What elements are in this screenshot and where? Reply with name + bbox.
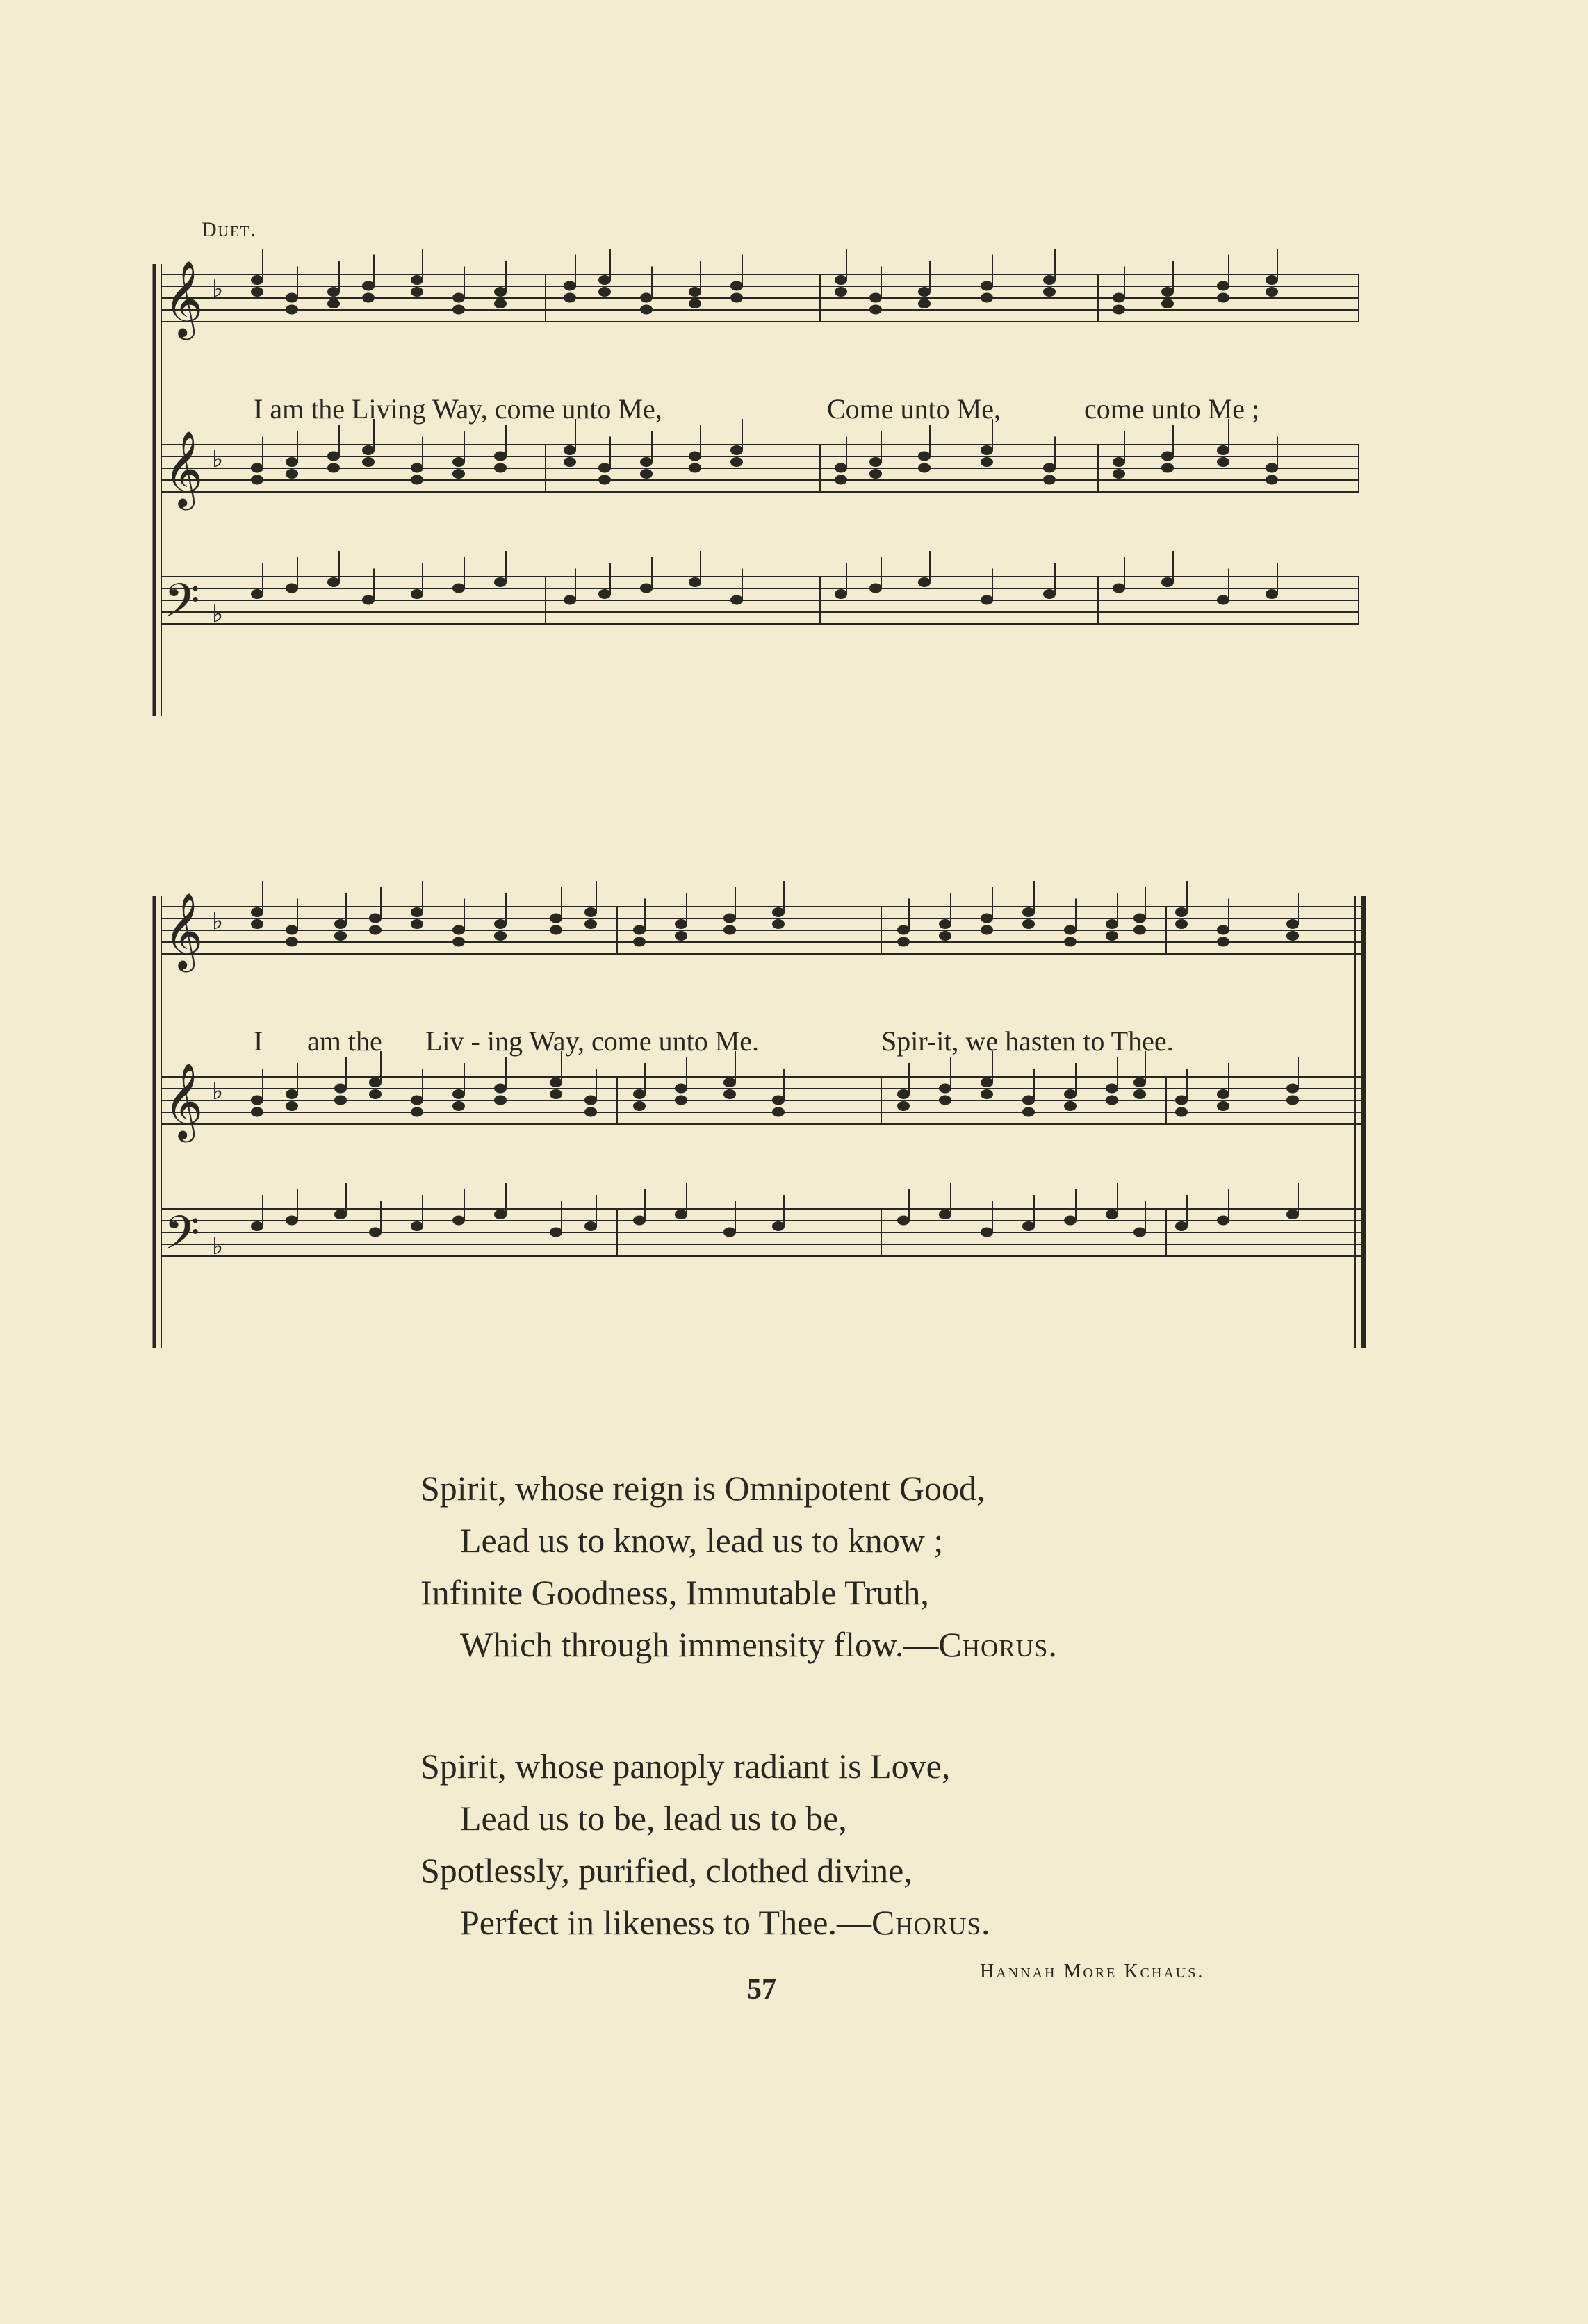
notehead <box>494 463 507 473</box>
noteheads <box>251 249 1278 605</box>
notehead <box>286 1101 298 1111</box>
notehead <box>939 1096 951 1105</box>
notehead <box>689 463 701 473</box>
lyric-line: Spir-it, we hasten to Thee. <box>881 1025 1174 1057</box>
music-system-2 <box>0 868 1588 1424</box>
notehead <box>675 1210 687 1219</box>
notehead <box>452 293 465 303</box>
notehead <box>327 463 340 473</box>
notehead <box>362 457 375 467</box>
notehead <box>564 445 576 455</box>
notehead <box>564 595 576 605</box>
notehead <box>689 577 701 587</box>
notehead <box>897 1216 910 1226</box>
notehead <box>640 457 653 467</box>
notehead <box>918 287 931 297</box>
notehead <box>640 305 653 315</box>
notehead <box>1106 1084 1118 1094</box>
notehead <box>897 1101 910 1111</box>
notehead <box>286 1089 298 1099</box>
bass-clef-icon: 𝄢 <box>164 1206 200 1271</box>
notehead <box>1217 925 1229 935</box>
notehead <box>981 914 993 923</box>
notehead <box>1022 907 1035 917</box>
notehead <box>723 1089 736 1099</box>
notehead <box>689 287 701 297</box>
noteheads <box>251 881 1299 1237</box>
notehead <box>981 457 993 467</box>
notehead <box>598 463 611 473</box>
notehead <box>494 1084 507 1094</box>
notehead <box>675 1096 687 1105</box>
notehead <box>327 287 340 297</box>
notehead <box>1064 1216 1077 1226</box>
notehead <box>835 589 847 599</box>
notehead <box>1266 287 1278 297</box>
stanza-line: Spirit, whose panoply radiant is Love, <box>420 1747 951 1786</box>
notehead <box>1064 1101 1077 1111</box>
notehead <box>584 1107 597 1117</box>
lyric-line: I am the Living Way, come unto Me, <box>254 393 662 425</box>
notehead <box>251 1107 263 1117</box>
notehead <box>730 457 743 467</box>
author-credit: Hannah More Kchaus. <box>980 1961 1205 1982</box>
notehead <box>689 452 701 461</box>
notehead <box>286 584 298 593</box>
notehead <box>835 463 847 473</box>
stanza-line: Infinite Goodness, Immutable Truth, <box>420 1573 929 1612</box>
notehead <box>897 925 910 935</box>
flat-icon: ♭ <box>212 1233 224 1260</box>
notehead <box>334 1210 347 1219</box>
notehead <box>494 1210 507 1219</box>
notehead <box>1217 1101 1229 1111</box>
lyric-line: come unto Me ; <box>1084 393 1260 425</box>
notehead <box>494 919 507 929</box>
notehead <box>362 281 375 291</box>
notehead <box>286 305 298 315</box>
notehead <box>584 907 597 917</box>
notehead <box>286 937 298 947</box>
notehead <box>939 1210 951 1219</box>
notehead <box>1217 937 1229 947</box>
notehead <box>1133 1228 1146 1237</box>
notehead <box>286 1216 298 1226</box>
notehead <box>494 1096 507 1105</box>
notehead <box>918 299 931 308</box>
notehead <box>918 577 931 587</box>
treble-clef-icon: 𝄞 <box>164 893 204 969</box>
notehead <box>730 595 743 605</box>
lyric-line: I <box>254 1025 263 1057</box>
notehead <box>327 299 340 308</box>
notehead <box>411 589 423 599</box>
notehead <box>869 457 882 467</box>
notehead <box>251 287 263 297</box>
notehead <box>411 275 423 285</box>
notehead <box>633 1101 646 1111</box>
notehead <box>1064 925 1077 935</box>
notehead <box>869 305 882 315</box>
chorus-label: Chorus. <box>871 1903 991 1942</box>
notehead <box>251 463 263 473</box>
notehead <box>369 925 382 935</box>
notehead <box>689 299 701 308</box>
flat-icon: ♭ <box>212 907 224 935</box>
notehead <box>411 287 423 297</box>
notehead <box>550 1078 562 1087</box>
notehead <box>564 457 576 467</box>
notehead <box>772 1221 785 1231</box>
notehead <box>411 1221 423 1231</box>
notehead <box>334 931 347 941</box>
notehead <box>723 1228 736 1237</box>
notehead <box>1286 1084 1299 1094</box>
notehead <box>452 305 465 315</box>
notehead <box>633 925 646 935</box>
notehead <box>1266 475 1278 485</box>
notehead <box>772 1096 785 1105</box>
notehead <box>730 293 743 303</box>
notehead <box>550 914 562 923</box>
notehead <box>981 1089 993 1099</box>
treble-clef-icon: 𝄞 <box>164 431 204 507</box>
notehead <box>452 1101 465 1111</box>
music-system-1 <box>0 236 1588 792</box>
notehead <box>1161 577 1174 587</box>
notehead <box>939 931 951 941</box>
stanza-line: Perfect in likeness to Thee.—Chorus. <box>460 1903 991 1942</box>
notehead <box>1022 1096 1035 1105</box>
notehead <box>251 475 263 485</box>
notehead <box>1113 305 1125 315</box>
notehead <box>411 463 423 473</box>
stanza-line: Spotlessly, purified, clothed divine, <box>420 1851 912 1890</box>
notehead <box>1043 475 1056 485</box>
notehead <box>550 925 562 935</box>
notehead <box>1217 1216 1229 1226</box>
notehead <box>411 907 423 917</box>
notehead <box>550 1089 562 1099</box>
notehead <box>1175 1107 1188 1117</box>
notehead <box>981 445 993 455</box>
notehead <box>1064 937 1077 947</box>
notehead <box>1113 469 1125 479</box>
notehead <box>1113 457 1125 467</box>
notehead <box>675 919 687 929</box>
notehead <box>1175 1221 1188 1231</box>
notehead <box>633 1216 646 1226</box>
notehead <box>334 1096 347 1105</box>
notehead <box>835 475 847 485</box>
notehead <box>1286 1210 1299 1219</box>
notehead <box>1043 287 1056 297</box>
notehead <box>1217 281 1229 291</box>
notehead <box>452 457 465 467</box>
treble-clef-icon: 𝄞 <box>164 261 204 337</box>
notehead <box>1266 589 1278 599</box>
flat-icon: ♭ <box>212 275 224 303</box>
notehead <box>1133 1089 1146 1099</box>
notehead <box>1161 287 1174 297</box>
notehead <box>675 1084 687 1094</box>
notehead <box>494 931 507 941</box>
notehead <box>286 925 298 935</box>
notehead <box>1161 452 1174 461</box>
notehead <box>730 445 743 455</box>
bass-clef-icon: 𝄢 <box>164 574 200 638</box>
notehead <box>723 914 736 923</box>
notehead <box>251 275 263 285</box>
stanza-line: Spirit, whose reign is Omnipotent Good, <box>420 1469 985 1508</box>
notehead <box>869 293 882 303</box>
notehead <box>675 931 687 941</box>
notehead <box>1106 931 1118 941</box>
notehead <box>327 452 340 461</box>
notehead <box>1286 931 1299 941</box>
notehead <box>1043 275 1056 285</box>
notehead <box>1175 919 1188 929</box>
notehead <box>981 1078 993 1087</box>
notehead <box>1161 299 1174 308</box>
notehead <box>452 1216 465 1226</box>
notehead <box>598 287 611 297</box>
notehead <box>939 919 951 929</box>
notehead <box>1022 919 1035 929</box>
stanza-line: Which through immensity flow.—Chorus. <box>460 1625 1058 1664</box>
notehead <box>897 1089 910 1099</box>
notehead <box>494 577 507 587</box>
notehead <box>598 475 611 485</box>
notehead <box>564 281 576 291</box>
notehead <box>1113 584 1125 593</box>
notehead <box>327 577 340 587</box>
notehead <box>452 469 465 479</box>
notehead <box>584 919 597 929</box>
flat-icon: ♭ <box>212 1078 224 1105</box>
notehead <box>1106 1210 1118 1219</box>
notehead <box>918 452 931 461</box>
notehead <box>564 293 576 303</box>
notehead <box>411 1096 423 1105</box>
notehead <box>452 937 465 947</box>
notehead <box>286 469 298 479</box>
notehead <box>411 919 423 929</box>
notehead <box>772 919 785 929</box>
flat-icon: ♭ <box>212 445 224 473</box>
notehead <box>640 469 653 479</box>
notehead <box>369 1078 382 1087</box>
notehead <box>362 595 375 605</box>
chorus-label: Chorus. <box>938 1625 1058 1664</box>
notehead <box>1106 919 1118 929</box>
notehead <box>251 589 263 599</box>
treble-staff-accomp <box>161 445 1359 492</box>
notehead <box>1217 445 1229 455</box>
notehead <box>494 452 507 461</box>
notehead <box>981 281 993 291</box>
notehead <box>981 1228 993 1237</box>
notehead <box>452 584 465 593</box>
lyric-line: Come unto Me, <box>827 393 1001 425</box>
notehead <box>584 1221 597 1231</box>
notehead <box>1175 1096 1188 1105</box>
notehead <box>334 1084 347 1094</box>
notehead <box>251 1096 263 1105</box>
notehead <box>1217 1089 1229 1099</box>
notehead <box>1133 925 1146 935</box>
bass-staff <box>161 577 1359 624</box>
stanza-line: Lead us to know, lead us to know ; <box>460 1521 944 1560</box>
notehead <box>1064 1089 1077 1099</box>
notehead <box>1175 907 1188 917</box>
treble-staff-voice <box>161 274 1359 322</box>
notehead <box>286 457 298 467</box>
notehead <box>550 1228 562 1237</box>
notehead <box>1022 1221 1035 1231</box>
lyric-line: am the <box>307 1025 382 1057</box>
stanza-line: Lead us to be, lead us to be, <box>460 1799 847 1838</box>
notehead <box>640 293 653 303</box>
notehead <box>772 907 785 917</box>
notehead <box>939 1084 951 1094</box>
notehead <box>494 299 507 308</box>
notehead <box>251 919 263 929</box>
notehead <box>1266 463 1278 473</box>
notehead <box>1043 463 1056 473</box>
notehead <box>869 469 882 479</box>
notehead <box>981 925 993 935</box>
notehead <box>362 445 375 455</box>
notehead <box>369 914 382 923</box>
notehead <box>369 1089 382 1099</box>
notehead <box>1161 463 1174 473</box>
notehead <box>452 925 465 935</box>
notehead <box>1217 293 1229 303</box>
notehead <box>598 589 611 599</box>
notehead <box>723 925 736 935</box>
notehead <box>835 287 847 297</box>
notehead <box>640 584 653 593</box>
lyric-line: Liv - ing Way, come unto Me. <box>425 1025 760 1057</box>
notehead <box>730 281 743 291</box>
notehead <box>369 1228 382 1237</box>
notehead <box>897 937 910 947</box>
notehead <box>918 463 931 473</box>
duet-label: Duet. <box>202 218 257 241</box>
notehead <box>1022 1107 1035 1117</box>
notehead <box>1106 1096 1118 1105</box>
notehead <box>835 275 847 285</box>
flat-icon: ♭ <box>212 600 224 628</box>
notehead <box>411 475 423 485</box>
notehead <box>1286 919 1299 929</box>
notehead <box>1043 589 1056 599</box>
notehead <box>411 1107 423 1117</box>
notehead <box>1217 595 1229 605</box>
notehead <box>1286 1096 1299 1105</box>
notehead <box>633 1089 646 1099</box>
notehead <box>633 937 646 947</box>
notehead <box>1133 1078 1146 1087</box>
notehead <box>1217 457 1229 467</box>
notehead <box>723 1078 736 1087</box>
notehead <box>494 287 507 297</box>
notehead <box>598 275 611 285</box>
notehead <box>286 293 298 303</box>
notehead <box>869 584 882 593</box>
notehead <box>981 595 993 605</box>
notehead <box>251 1221 263 1231</box>
notehead <box>452 1089 465 1099</box>
page-number: 57 <box>747 1974 776 2006</box>
notehead <box>1266 275 1278 285</box>
notehead <box>362 293 375 303</box>
notehead <box>334 919 347 929</box>
notehead <box>584 1096 597 1105</box>
notehead <box>1133 914 1146 923</box>
notehead <box>1113 293 1125 303</box>
notehead <box>772 1107 785 1117</box>
notehead <box>981 293 993 303</box>
treble-clef-icon: 𝄞 <box>164 1063 204 1139</box>
notehead <box>251 907 263 917</box>
